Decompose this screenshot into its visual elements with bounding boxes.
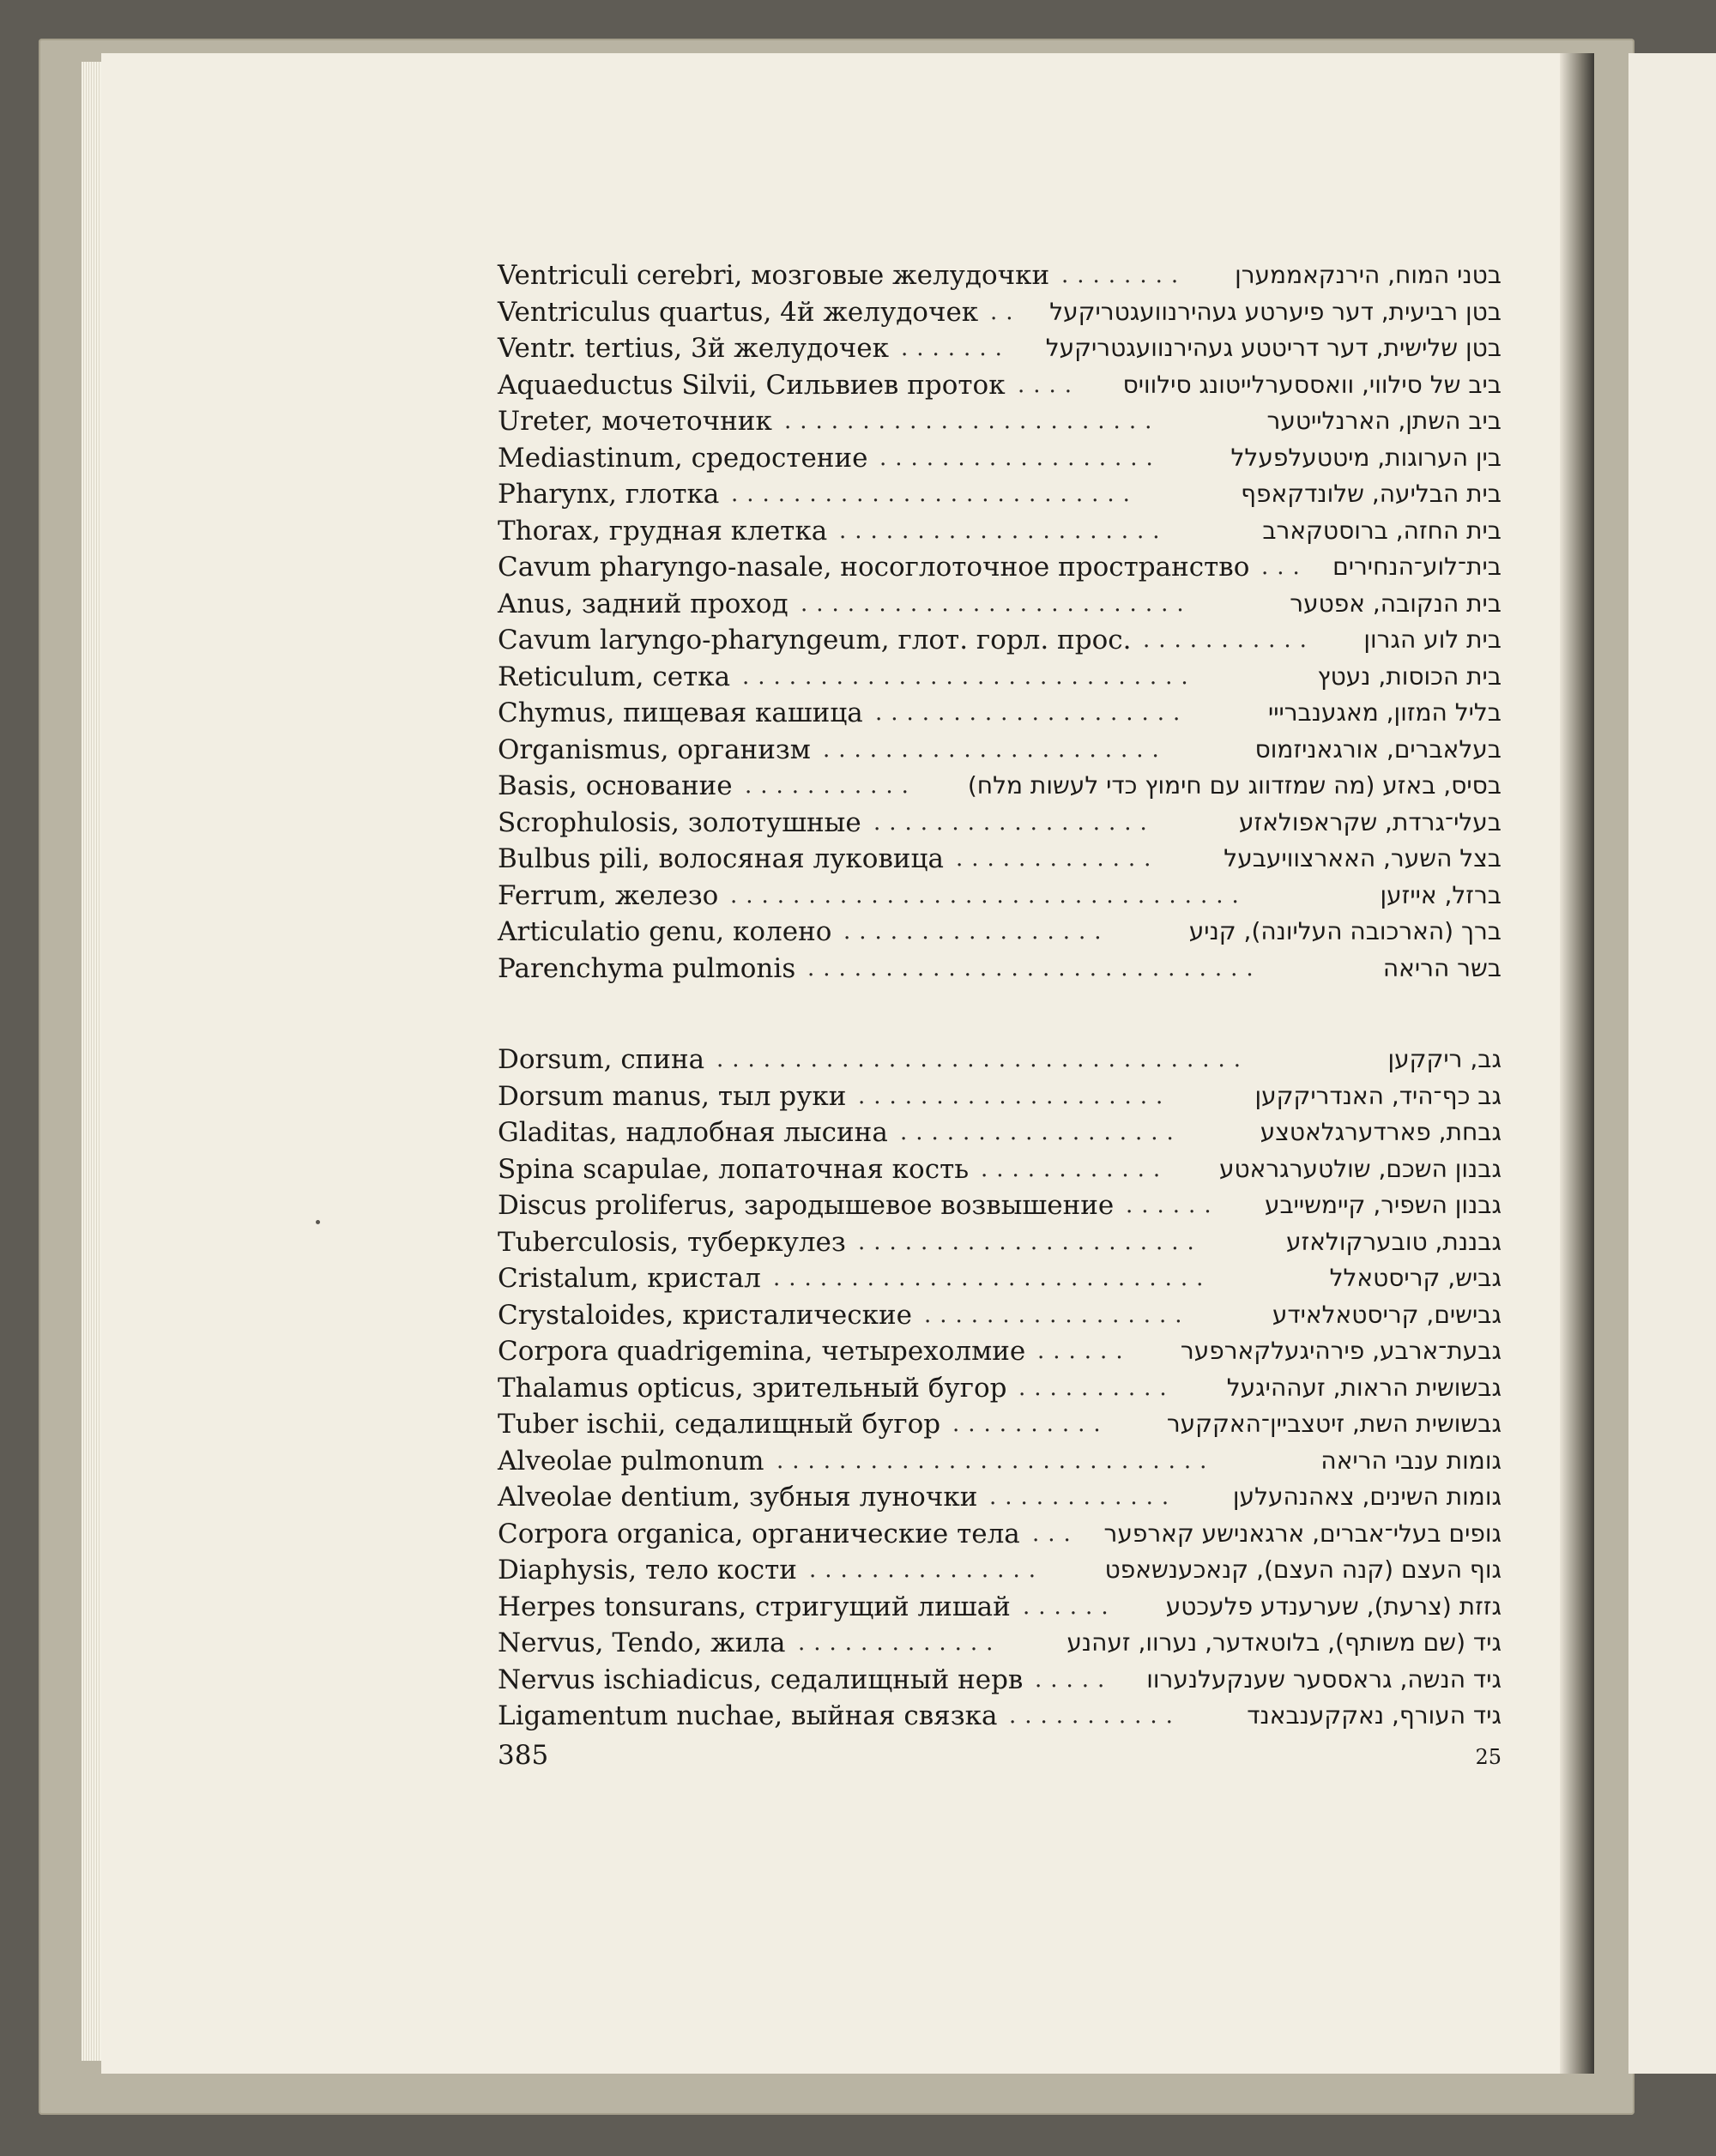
entry-hebrew-yiddish: בית הבליעה, שלונדקאפף [1241, 480, 1502, 508]
entry-hebrew-yiddish: ביב השתן, הארנלייטער [1266, 407, 1502, 435]
entry-hebrew-yiddish: בטן שלישית, דער דריטטע געהירנוועגטריקעל [1045, 334, 1502, 362]
entry-hebrew-yiddish: בית הנקובה, אפטער [1290, 589, 1502, 618]
entry-latin-russian: Nervus ischiadicus, седалищный нерв [498, 1664, 1024, 1695]
entry-hebrew-yiddish: גבשושית הראות, זעההיגעל [1226, 1373, 1502, 1402]
glossary-entry [498, 1662, 1502, 1699]
glossary-entry [498, 367, 1502, 404]
glossary-entry [498, 549, 1502, 586]
entry-latin-russian: Organismus, организм [498, 734, 811, 765]
book-gutter [1560, 53, 1594, 2074]
entry-latin-russian: Scrophulosis, золотушные [498, 806, 861, 838]
entry-latin-russian: Gladitas, надлобная лысина [498, 1117, 888, 1148]
leader-dots: ................................. [730, 882, 1248, 909]
entry-latin-russian: Cavum pharyngo-nasale, носоглоточное пространство [498, 552, 1250, 583]
entry-latin-russian: Bulbus pili, волосяная луковица [498, 843, 944, 874]
entry-latin-russian: Ferrum, железо [498, 879, 719, 911]
entry-latin-russian: Ligamentum nuchae, выйная связка [498, 1700, 998, 1731]
signature-mark: 25 [1475, 1745, 1502, 1769]
entry-hebrew-yiddish: בית החזה, ברוסטקארב [1262, 516, 1502, 545]
glossary-section-gimel [498, 1042, 1502, 1735]
leader-dots: ............. [798, 1630, 1002, 1656]
leader-dots: .......... [1018, 1374, 1175, 1401]
glossary-entry [498, 440, 1502, 477]
leader-dots: ...... [1023, 1593, 1117, 1620]
entry-hebrew-yiddish: בטן רביעית, דער פיערטע געהירנוועגטריקעל [1049, 297, 1502, 326]
leader-dots: ......................... [801, 590, 1193, 617]
entry-latin-russian: Ventriculi cerebri, мозговые желудочки [498, 260, 1050, 291]
glossary-entry [498, 768, 1502, 805]
entry-hebrew-yiddish: גבננת, טובערקולאזע [1285, 1227, 1502, 1256]
entry-hebrew-yiddish: ביב של סילווי, וואססערלייטונג סילוויס [1122, 370, 1502, 399]
entry-latin-russian: Ureter, мочеточник [498, 406, 772, 437]
entry-latin-russian: Ventriculus quartus, 4й желудочек [498, 296, 979, 328]
glossary-entry [498, 659, 1502, 696]
entry-latin-russian: Dorsum manus, тыл руки [498, 1080, 847, 1112]
entry-hebrew-yiddish: ברזל, אייזען [1380, 880, 1502, 909]
leader-dots: ................. [924, 1301, 1191, 1328]
entry-hebrew-yiddish: בסיס, באזע (מה שמזדווג עם חימוץ כדי לעשות מלח) [967, 771, 1502, 800]
entry-hebrew-yiddish: גזזת (צרעת), שערענדע פלעכטע [1165, 1591, 1502, 1621]
glossary-entry [498, 1516, 1502, 1553]
entry-latin-russian: Diaphysis, тело кости [498, 1555, 797, 1585]
glossary-entry [498, 1260, 1502, 1297]
entry-latin-russian: Tuber ischii, седалищный бугор [498, 1409, 941, 1440]
leader-dots: ...................... [823, 736, 1168, 763]
leader-dots: ............................. [742, 663, 1197, 690]
entry-latin-russian: Thorax, грудная клетка [498, 515, 828, 547]
entry-hebrew-yiddish: גומות השינים, צאהנהעלען [1232, 1483, 1502, 1511]
glossary-entry [498, 695, 1502, 732]
entry-latin-russian: Basis, основание [498, 770, 733, 801]
entry-latin-russian: Discus proliferus, зародышевое возвышение [498, 1190, 1115, 1221]
leader-dots: ...... [1037, 1338, 1132, 1364]
entry-latin-russian: Ventr. tertius, 3й желудочек [498, 333, 890, 364]
glossary-entry [498, 1589, 1502, 1626]
entry-latin-russian: Tuberculosis, туберкулез [498, 1226, 846, 1258]
entry-latin-russian: Articulatio genu, колено [498, 916, 832, 947]
entry-latin-russian: Herpes tonsurans, стригущий лишай [498, 1591, 1011, 1622]
entry-hebrew-yiddish: גבשושית השת, זיטצביין־האקקער [1166, 1410, 1502, 1438]
glossary-entry [498, 1443, 1502, 1480]
glossary-entry [498, 914, 1502, 951]
entry-hebrew-yiddish: בעלי־גרדת, שקראפולאזע [1238, 807, 1502, 836]
leader-dots: .................... [858, 1083, 1172, 1109]
leader-dots: .......... [952, 1411, 1109, 1437]
leader-dots: ........ [1061, 263, 1187, 288]
entry-hebrew-yiddish: גב כף־היד, האנדריקקען [1254, 1081, 1502, 1110]
entry-hebrew-yiddish: גיד העורף, נאקקענבאנד [1247, 1701, 1502, 1730]
entry-latin-russian: Pharynx, глотка [498, 479, 720, 510]
entry-hebrew-yiddish: בצל השער, האארצוויעבעל [1224, 844, 1502, 873]
glossary-entry [498, 1552, 1502, 1589]
glossary-entry [498, 1151, 1502, 1188]
glossary-entry [498, 1042, 1502, 1078]
glossary-entry [498, 622, 1502, 659]
leader-dots: ............................ [776, 1447, 1216, 1474]
leader-dots: ............ [981, 1156, 1169, 1182]
entry-latin-russian: Corpora quadrigemina, четырехолмие [498, 1336, 1026, 1367]
entry-hebrew-yiddish: גבישים, קריסטאלאידע [1272, 1300, 1502, 1329]
leader-dots: .... [1018, 371, 1081, 398]
entry-hebrew-yiddish: בית הכוסות, נעטץ [1317, 661, 1502, 691]
entry-latin-russian: Chymus, пищевая кашица [498, 698, 863, 728]
entry-hebrew-yiddish: גופים בעלי־אברים, ארגאנישע קארפער [1103, 1519, 1502, 1548]
entry-latin-russian: Cristalum, кристал [498, 1263, 761, 1294]
glossary-entry [498, 1114, 1502, 1151]
leader-dots: ............ [989, 1484, 1178, 1510]
leader-dots: ................. [843, 919, 1110, 945]
entry-latin-russian: Reticulum, сетка [498, 661, 731, 692]
glossary-entry [498, 1333, 1502, 1370]
leader-dots: ...... [1126, 1193, 1220, 1218]
glossary-entry [498, 1698, 1502, 1735]
entry-hebrew-yiddish: ברך (הארכובה העליונה), קניע [1188, 917, 1502, 945]
entry-hebrew-yiddish: גבנון השפיר, קיימשייבע [1264, 1191, 1502, 1219]
glossary-entry [498, 1297, 1502, 1334]
leader-dots: ... [1032, 1520, 1079, 1547]
entry-hebrew-yiddish: בשר הריאה [1382, 953, 1502, 982]
leader-dots: ............. [956, 846, 1160, 872]
page-footer [498, 1740, 1502, 1774]
leader-dots: .......................... [731, 481, 1139, 507]
entry-latin-russian: Mediastinum, средостение [498, 442, 868, 474]
entry-latin-russian: Dorsum, спина [498, 1044, 705, 1075]
glossary-entry [498, 1078, 1502, 1115]
leader-dots: ............... [809, 1557, 1044, 1583]
leader-dots: ........................ [784, 408, 1161, 434]
paper-speck [316, 1220, 320, 1224]
entry-hebrew-yiddish: גב, ריקקען [1387, 1045, 1502, 1073]
entry-latin-russian: Cavum laryngo-pharyngeum, глот. горл. прос. [498, 625, 1132, 655]
leader-dots: ... [1261, 554, 1308, 580]
glossary-entry [498, 1224, 1502, 1261]
entry-latin-russian: Aquaeductus Silvii, Сильвиев проток [498, 369, 1006, 401]
glossary-entry [498, 330, 1502, 367]
entry-hebrew-yiddish: גיד הנשה, גראססער שענקעלנערוו [1146, 1664, 1502, 1694]
entry-hebrew-yiddish: גבחת, פארדערגלאטצע [1260, 1118, 1502, 1146]
entry-hebrew-yiddish: בית לוע הגרון [1363, 625, 1502, 654]
glossary-entry [498, 951, 1502, 987]
leader-dots: ........... [1143, 627, 1315, 653]
glossary-entry [498, 841, 1502, 878]
entry-latin-russian: Nervus, Tendo, жила [498, 1628, 786, 1658]
glossary-entry [498, 1479, 1502, 1516]
glossary-entry [498, 1625, 1502, 1662]
entry-latin-russian: Alveolae pulmonum [498, 1445, 764, 1477]
entry-latin-russian: Anus, задний проход [498, 588, 789, 619]
leader-dots: ...................... [858, 1229, 1203, 1255]
entry-hebrew-yiddish: בין הערוגות, מיטטעלפעלל [1230, 443, 1502, 472]
glossary-entry [498, 586, 1502, 623]
entry-hebrew-yiddish: גבעת־ארבע, פירהיגעלקארפער [1180, 1337, 1502, 1365]
glossary-entry [498, 878, 1502, 915]
leader-dots: ..... [1035, 1666, 1114, 1693]
entry-hebrew-yiddish: בית־לוע־הנחירים [1332, 553, 1502, 581]
leader-dots: ..................... [839, 517, 1169, 544]
glossary-entry [498, 1187, 1502, 1224]
entry-latin-russian: Spina scapulae, лопаточная кость [498, 1153, 970, 1185]
entry-hebrew-yiddish: גומות ענבי הריאה [1320, 1446, 1502, 1475]
section-gap [498, 987, 1502, 1042]
leader-dots: .. [990, 299, 1022, 325]
entry-hebrew-yiddish: בטני המוח, הירנקאממערן [1235, 261, 1502, 289]
entry-hebrew-yiddish: גביש, קריסטאלל [1329, 1264, 1502, 1292]
entry-latin-russian: Corpora organica, органические тела [498, 1518, 1020, 1549]
glossary-entry [498, 1406, 1502, 1443]
entry-hebrew-yiddish: גיד (שם משותף), בלוטאדער, נערוו, זעהנע [1066, 1628, 1502, 1657]
leader-dots: ............................. [807, 955, 1262, 981]
entry-hebrew-yiddish: גוף העצם (קנה העצם), קנאכענשאפט [1104, 1555, 1502, 1584]
glossary-entry [498, 257, 1502, 294]
entry-latin-russian: Alveolae dentium, зубныя луночки [498, 1482, 978, 1513]
entry-latin-russian: Crystaloides, кристалические [498, 1299, 913, 1331]
leader-dots: .................... [875, 700, 1189, 726]
entry-latin-russian: Thalamus opticus, зрительный бугор [498, 1372, 1007, 1404]
leader-dots: ........... [1009, 1703, 1181, 1729]
glossary-entry [498, 294, 1502, 331]
entry-hebrew-yiddish: בליל המזון, מאגענברייי [1267, 698, 1502, 727]
leader-dots: .................. [900, 1120, 1182, 1145]
leader-dots: .................. [873, 809, 1156, 836]
leader-dots: .................. [879, 444, 1162, 471]
glossary-section-bet [498, 257, 1502, 987]
glossary-content [498, 257, 1502, 1735]
glossary-entry [498, 476, 1502, 513]
glossary-entry [498, 403, 1502, 440]
leader-dots: .................................. [716, 1047, 1249, 1072]
glossary-entry [498, 805, 1502, 842]
entry-hebrew-yiddish: בעלאברים, אורגאניזמוס [1254, 734, 1502, 764]
page-number: 385 [498, 1740, 549, 1771]
glossary-entry [498, 1370, 1502, 1407]
leader-dots: ....... [901, 335, 1011, 361]
entry-hebrew-yiddish: גבנון השכם, שולטערגראטע [1218, 1154, 1502, 1183]
leader-dots: ........... [745, 773, 917, 799]
facing-page [1628, 53, 1716, 2074]
leader-dots: ............................ [773, 1265, 1212, 1291]
glossary-entry [498, 513, 1502, 550]
entry-latin-russian: Parenchyma pulmonis [498, 952, 796, 984]
glossary-entry [498, 732, 1502, 769]
